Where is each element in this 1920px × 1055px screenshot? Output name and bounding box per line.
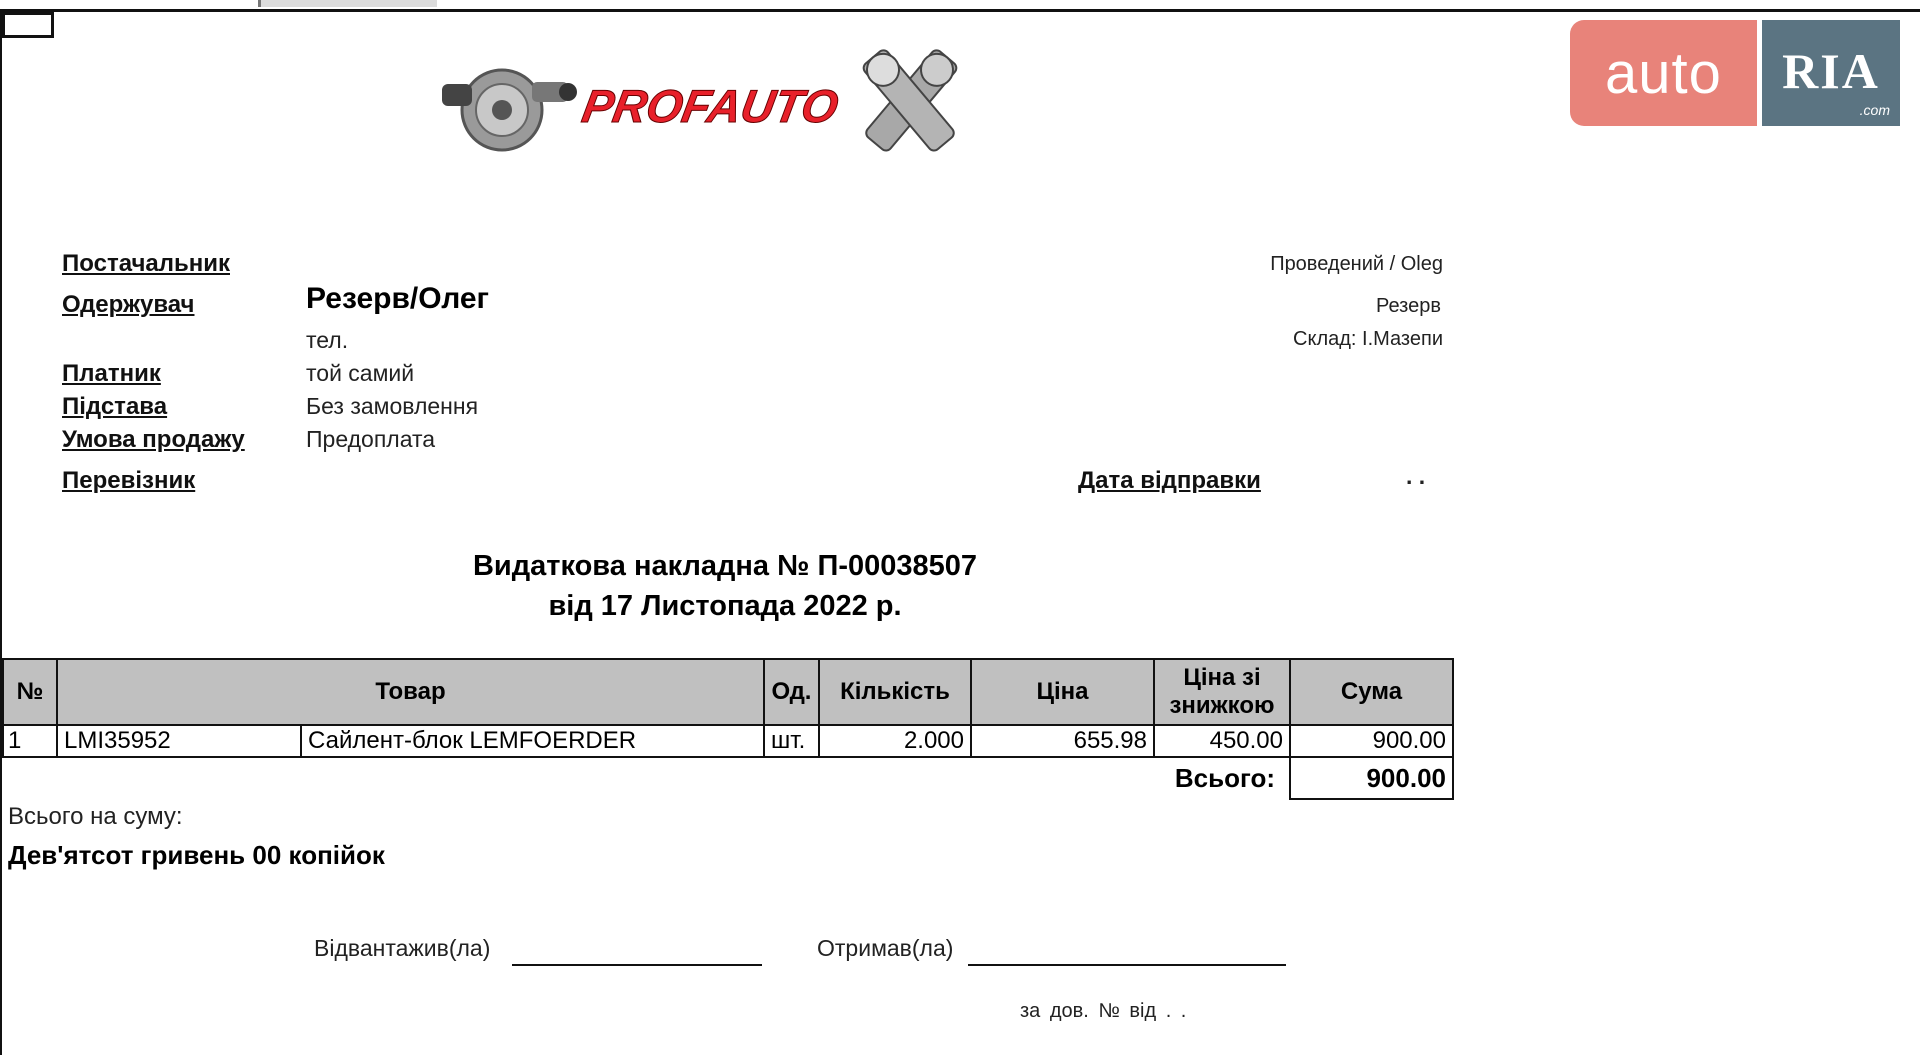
recipient-name: Резерв/Олег <box>306 282 490 315</box>
document-title: Видаткова накладна № П-00038507 <box>472 550 978 582</box>
received-by-signature-line <box>968 964 1286 966</box>
proxy-text: за дов. № від . . <box>1020 1000 1187 1022</box>
row-unit: шт. <box>764 725 819 757</box>
sale-terms-value: Предоплата <box>306 426 436 452</box>
ship-date-label: Дата відправки <box>1078 467 1261 494</box>
left-edge <box>0 9 2 1055</box>
received-by-label: Отримав(ла) <box>817 935 954 961</box>
row-num: 1 <box>3 725 57 757</box>
col-discount-price-header: Ціна зі знижкою <box>1154 659 1290 725</box>
shipped-by-label: Відвантажив(ла) <box>314 935 491 961</box>
row-sum: 900.00 <box>1290 725 1453 757</box>
autoria-ria-text: RIA <box>1782 43 1880 99</box>
supplier-label: Постачальник <box>62 250 230 277</box>
top-tab-fragment <box>258 0 437 7</box>
top-edge <box>0 0 1920 12</box>
total-row <box>3 757 1453 799</box>
reserve-text: Резерв <box>1376 295 1441 317</box>
col-sum-header: Сума <box>1290 659 1453 725</box>
col-unit-header: Од. <box>764 659 819 725</box>
autoria-logo <box>1570 20 1900 126</box>
table-header-row <box>3 659 1453 725</box>
invoice-table <box>2 658 1454 800</box>
autoria-ria-box <box>1762 20 1900 126</box>
crossed-pistons-icon <box>860 47 959 153</box>
turbo-icon <box>442 70 577 150</box>
selection-box[interactable] <box>2 12 54 38</box>
row-discount-price: 450.00 <box>1154 725 1290 757</box>
autoria-auto-text: auto <box>1570 20 1757 126</box>
row-name: Сайлент-блок LEMFOERDER <box>301 725 764 757</box>
row-code: LMI35952 <box>57 725 301 757</box>
recipient-label: Одержувач <box>62 291 195 318</box>
carrier-label: Перевізник <box>62 467 196 494</box>
col-price-header: Ціна <box>971 659 1154 725</box>
col-product-header: Товар <box>57 659 764 725</box>
warehouse-text: Склад: І.Мазепи <box>1293 328 1443 350</box>
total-value: 900.00 <box>1290 757 1453 799</box>
sum-in-words: Дев'ятсот гривень 00 копійок <box>8 840 385 870</box>
basis-value: Без замовлення <box>306 393 479 419</box>
sum-words-label: Всього на суму: <box>8 803 183 830</box>
autoria-com-text: .com <box>1859 102 1890 118</box>
basis-label: Підстава <box>62 393 168 420</box>
col-num-header: № <box>3 659 57 725</box>
col-qty-header: Кількість <box>819 659 971 725</box>
payer-label: Платник <box>62 360 161 387</box>
profauto-logo <box>440 44 1005 156</box>
shipped-by-signature-line <box>512 964 762 966</box>
table-row <box>3 725 1453 757</box>
sale-terms-label: Умова продажу <box>62 426 245 453</box>
total-label: Всього: <box>3 757 1290 799</box>
ship-date-value: . . <box>1406 463 1426 489</box>
phone-label: тел. <box>306 327 349 353</box>
profauto-wordmark: PROFAUTO <box>578 80 843 132</box>
row-price: 655.98 <box>971 725 1154 757</box>
row-qty: 2.000 <box>819 725 971 757</box>
document-date: від 17 Листопада 2022 р. <box>548 590 902 622</box>
document-status: Проведений / Oleg <box>1270 253 1443 275</box>
payer-value: той самий <box>306 360 415 386</box>
